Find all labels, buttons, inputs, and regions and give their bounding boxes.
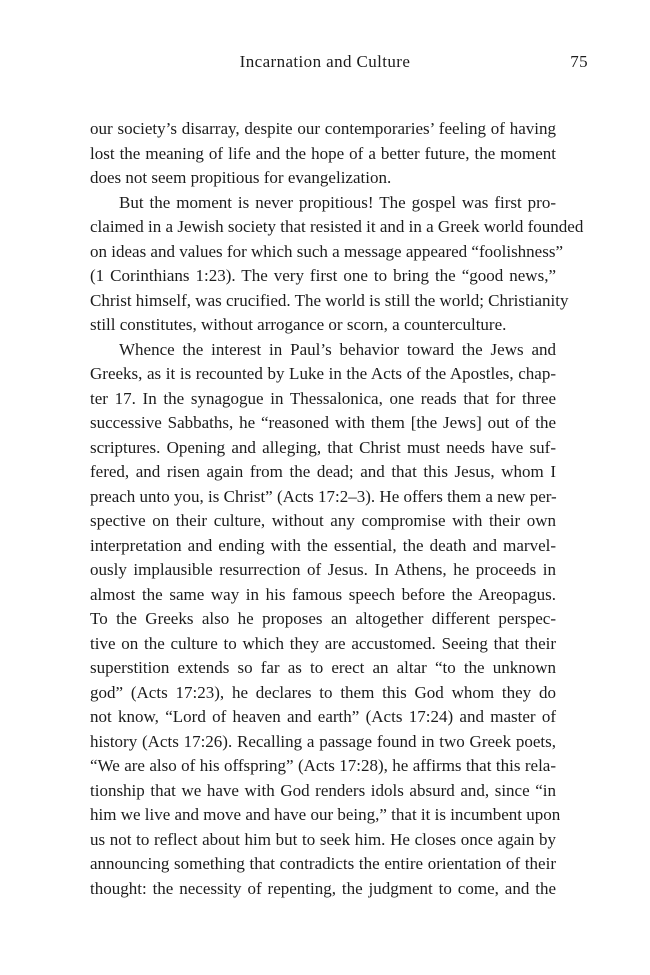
text-line: Greeks, as it is recounted by Luke in the Acts of the Apostles, chap- [90, 364, 556, 383]
text-line: scriptures. Opening and alleging, that Christ must needs have suf- [90, 437, 556, 457]
text-line: not know, “Lord of heaven and earth” (Acts 17:24) and master of [90, 707, 556, 726]
text-line: lost the meaning of life and the hope of a better future, the moment [90, 143, 556, 163]
text-line: superstition extends so far as to erect an altar “to the unknown [90, 658, 556, 677]
text-line: Whence the interest in Paul’s behavior toward the Jews and [119, 339, 556, 359]
text-line: our society’s disarray, despite our contemporaries’ feeling of having [90, 119, 556, 138]
running-head [0, 52, 650, 76]
text-line: him we live and move and have our being,” that it is incumbent upon [90, 805, 561, 824]
text-line: tive on the culture to which they are accustomed. Seeing that their [90, 633, 556, 653]
text-line: announcing something that contradicts the entire orientation of their [90, 854, 556, 873]
text-line: thought: the necessity of repenting, the judgment to come, and the [90, 878, 556, 898]
text-line: tionship that we have with God renders idols absurd and, since “in [90, 780, 556, 800]
text-line: us not to reflect about him but to seek him. He closes once again by [90, 829, 556, 849]
text-line: does not seem propitious for evangelization. [90, 168, 392, 187]
body-text [90, 117, 584, 901]
running-title: Incarnation and Culture [239, 52, 411, 71]
text-line: But the moment is never propitious! The gospel was first pro- [119, 192, 556, 212]
text-line: on ideas and values for which such a message appeared “foolishness” [90, 241, 564, 261]
text-line: history (Acts 17:26). Recalling a passage found in two Greek poets, [90, 731, 556, 751]
text-line: “We are also of his offspring” (Acts 17:28), he affirms that this rela- [90, 756, 556, 775]
text-line: To the Greeks also he proposes an altogether different perspec- [90, 609, 556, 628]
text-line: spective on their culture, without any compromise with their own [90, 511, 556, 530]
text-line: still constitutes, without arrogance or scorn, a counterculture. [90, 315, 507, 334]
text-line: god” (Acts 17:23), he declares to them this God whom they do [90, 682, 556, 702]
page-number: 75 [570, 52, 588, 71]
text-line: fered, and risen again from the dead; and that this Jesus, whom I [90, 462, 556, 481]
text-line: ously implausible resurrection of Jesus. In Athens, he proceeds in [90, 560, 556, 579]
text-line: almost the same way in his famous speech before the Areopagus. [90, 584, 556, 604]
text-line: preach unto you, is Christ” (Acts 17:2–3). He offers them a new per- [90, 486, 557, 506]
text-line: (1 Corinthians 1:23). The very first one to bring the “good news,” [90, 266, 556, 285]
text-line: Christ himself, was crucified. The world is still the world; Christianity [90, 290, 569, 310]
text-line: interpretation and ending with the essential, the death and marvel- [90, 535, 556, 555]
text-line: successive Sabbaths, he “reasoned with them [the Jews] out of the [90, 413, 556, 432]
text-line: ter 17. In the synagogue in Thessalonica, one reads that for three [90, 388, 556, 408]
text-line: claimed in a Jewish society that resisted it and in a Greek world founded [90, 217, 584, 236]
